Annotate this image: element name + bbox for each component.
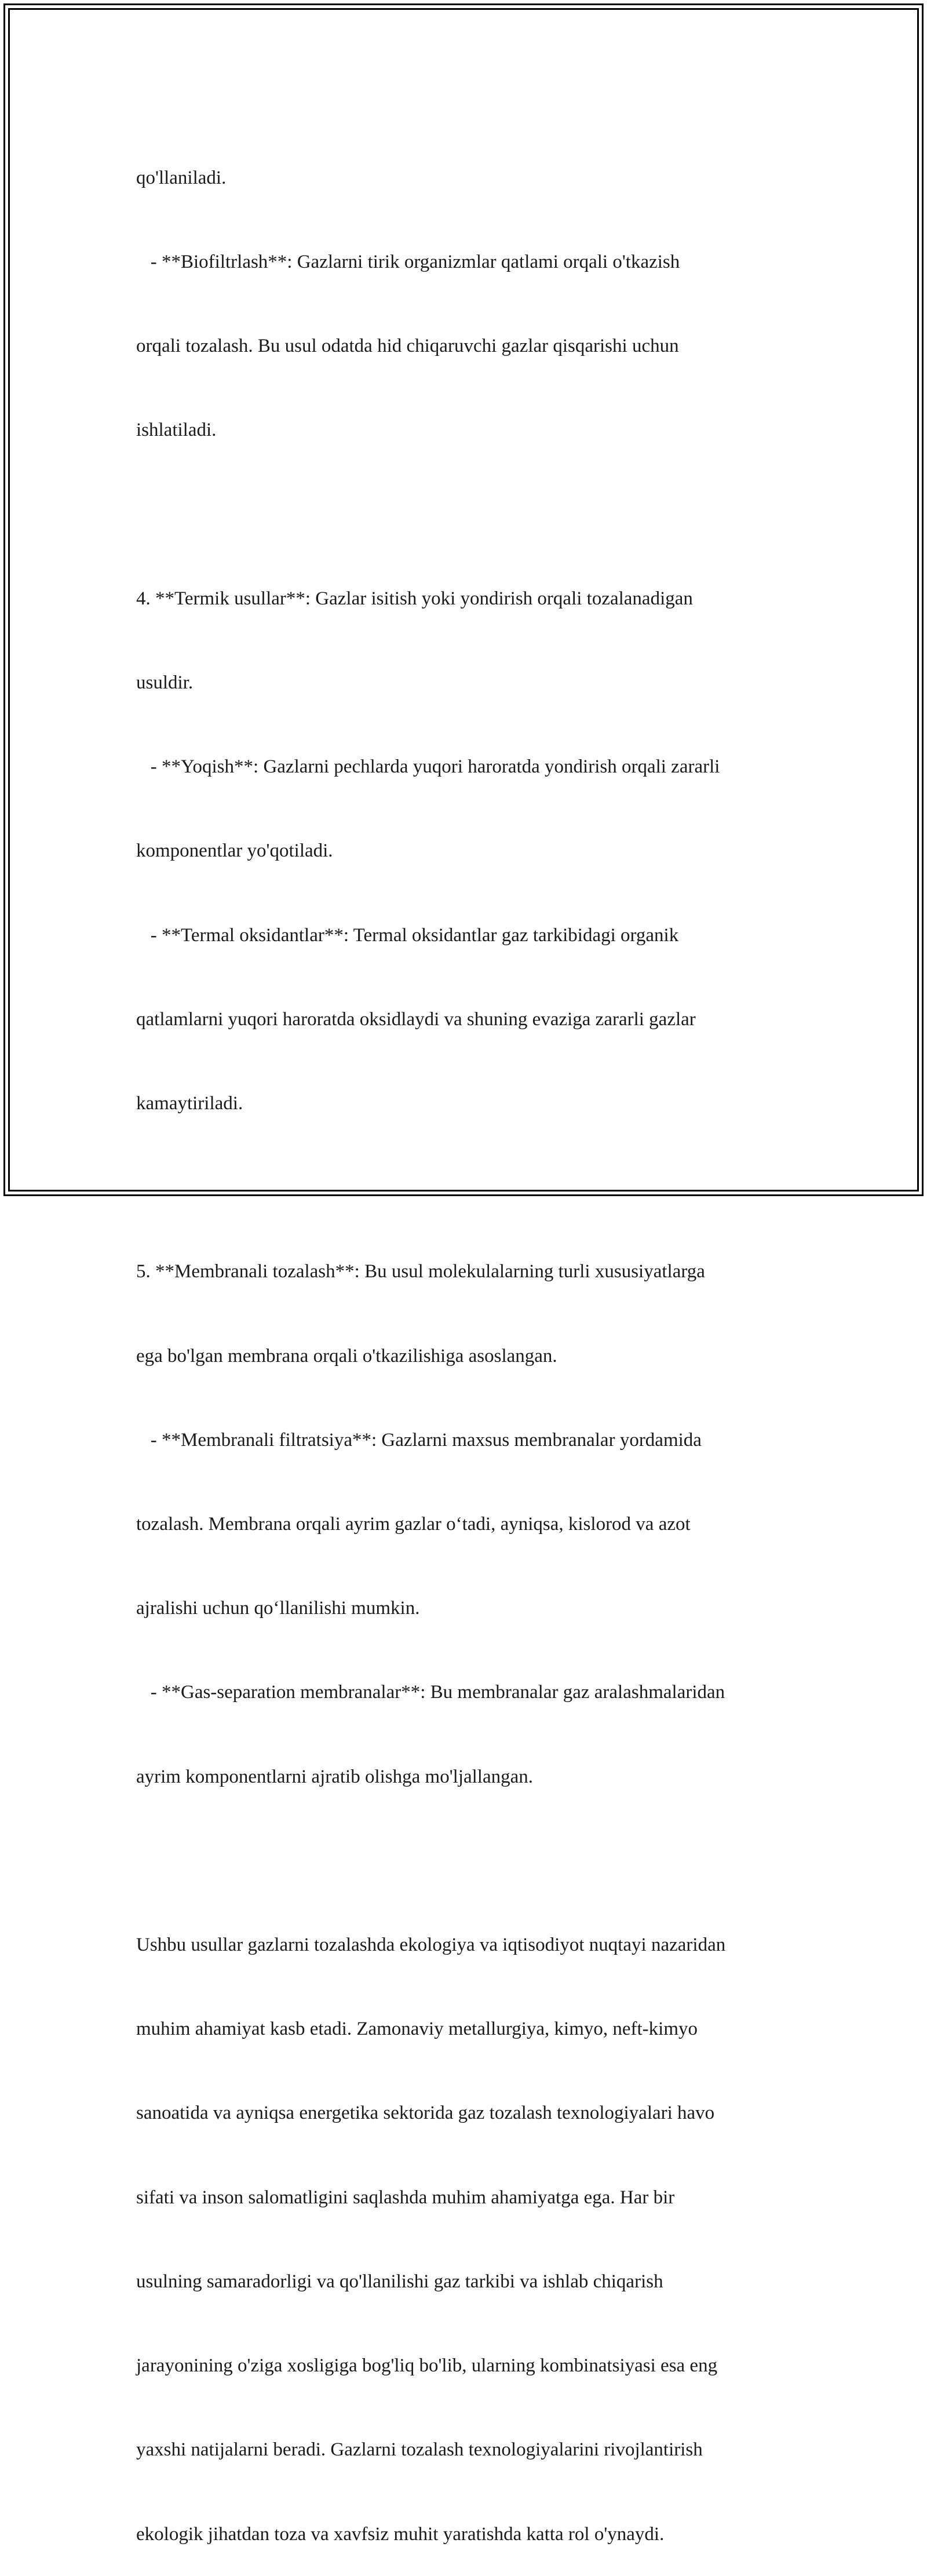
text-line: - **Gas-separation membranalar**: Bu membranalar gaz aralashmalaridan	[136, 1682, 725, 1703]
text-line: usulning samaradorligi va qo'llanilishi gaz tarkibi va ishlab chiqarish	[136, 2271, 663, 2292]
blank-line	[136, 1174, 808, 1201]
text-line: ekologik jihatdan toza va xavfsiz muhit yaratishda katta rol o'ynaydi.	[136, 2523, 665, 2545]
text-line: kamaytiriladi.	[136, 1093, 243, 1114]
blank-line	[136, 1847, 808, 1875]
text-line: usuldir.	[136, 672, 194, 694]
text-line: 4. **Termik usullar**: Gazlar isitish yoki yondirish orqali tozalanadigan	[136, 588, 693, 609]
text-line: yaxshi natijalarni beradi. Gazlarni tozalash texnologiyalarini rivojlantirish	[136, 2439, 703, 2461]
text-line: sanoatida va ayniqsa energetika sektorida gaz tozalash texnologiyalari havo	[136, 2103, 715, 2124]
text-line: 5. **Membranali tozalash**: Bu usul molekulalarning turli xususiyatlarga	[136, 1261, 705, 1282]
text-line: - **Membranali filtratsiya**: Gazlarni maxsus membranalar yordamida	[136, 1429, 702, 1451]
text-line: jarayonining o'ziga xosligiga bog'liq bo'lib, ularning kombinatsiyasi esa eng	[136, 2355, 718, 2377]
text-line: komponentlar yo'qotiladi.	[136, 840, 333, 862]
text-line: - **Biofiltrlash**: Gazlarni tirik organizmlar qatlami orqali o'tkazish	[136, 252, 680, 273]
text-line: tozalash. Membrana orqali ayrim gazlar o‘tadi, ayniqsa, kislorod va azot	[136, 1514, 691, 1535]
document-body	[136, 108, 808, 2576]
blank-line	[136, 501, 808, 529]
text-line: qo'llaniladi.	[136, 167, 227, 188]
text-line: sifati va inson salomatligini saqlashda muhim ahamiyatga ega. Har bir	[136, 2187, 675, 2208]
text-line: ajralishi uchun qo‘llanilishi mumkin.	[136, 1598, 420, 1619]
text-line: - **Termal oksidantlar**: Termal oksidantlar gaz tarkibidagi organik	[136, 924, 679, 946]
text-line: ayrim komponentlarni ajratib olishga mo'ljallangan.	[136, 1766, 534, 1787]
text-line: qatlamlarni yuqori haroratda oksidlaydi va shuning evaziga zararli gazlar	[136, 1008, 696, 1030]
text-line: ishlatiladi.	[136, 420, 217, 441]
text-line: muhim ahamiyat kasb etadi. Zamonaviy metallurgiya, kimyo, neft-kimyo	[136, 2018, 698, 2040]
text-line: ega bo'lgan membrana orqali o'tkazilishiga asoslangan.	[136, 1345, 557, 1367]
text-line: - **Yoqish**: Gazlarni pechlarda yuqori haroratda yondirish orqali zararli	[136, 756, 720, 778]
text-line: Ushbu usullar gazlarni tozalashda ekologiya va iqtisodiyot nuqtayi nazaridan	[136, 1934, 726, 1956]
text-line: orqali tozalash. Bu usul odatda hid chiqaruvchi gazlar qisqarishi uchun	[136, 336, 679, 357]
